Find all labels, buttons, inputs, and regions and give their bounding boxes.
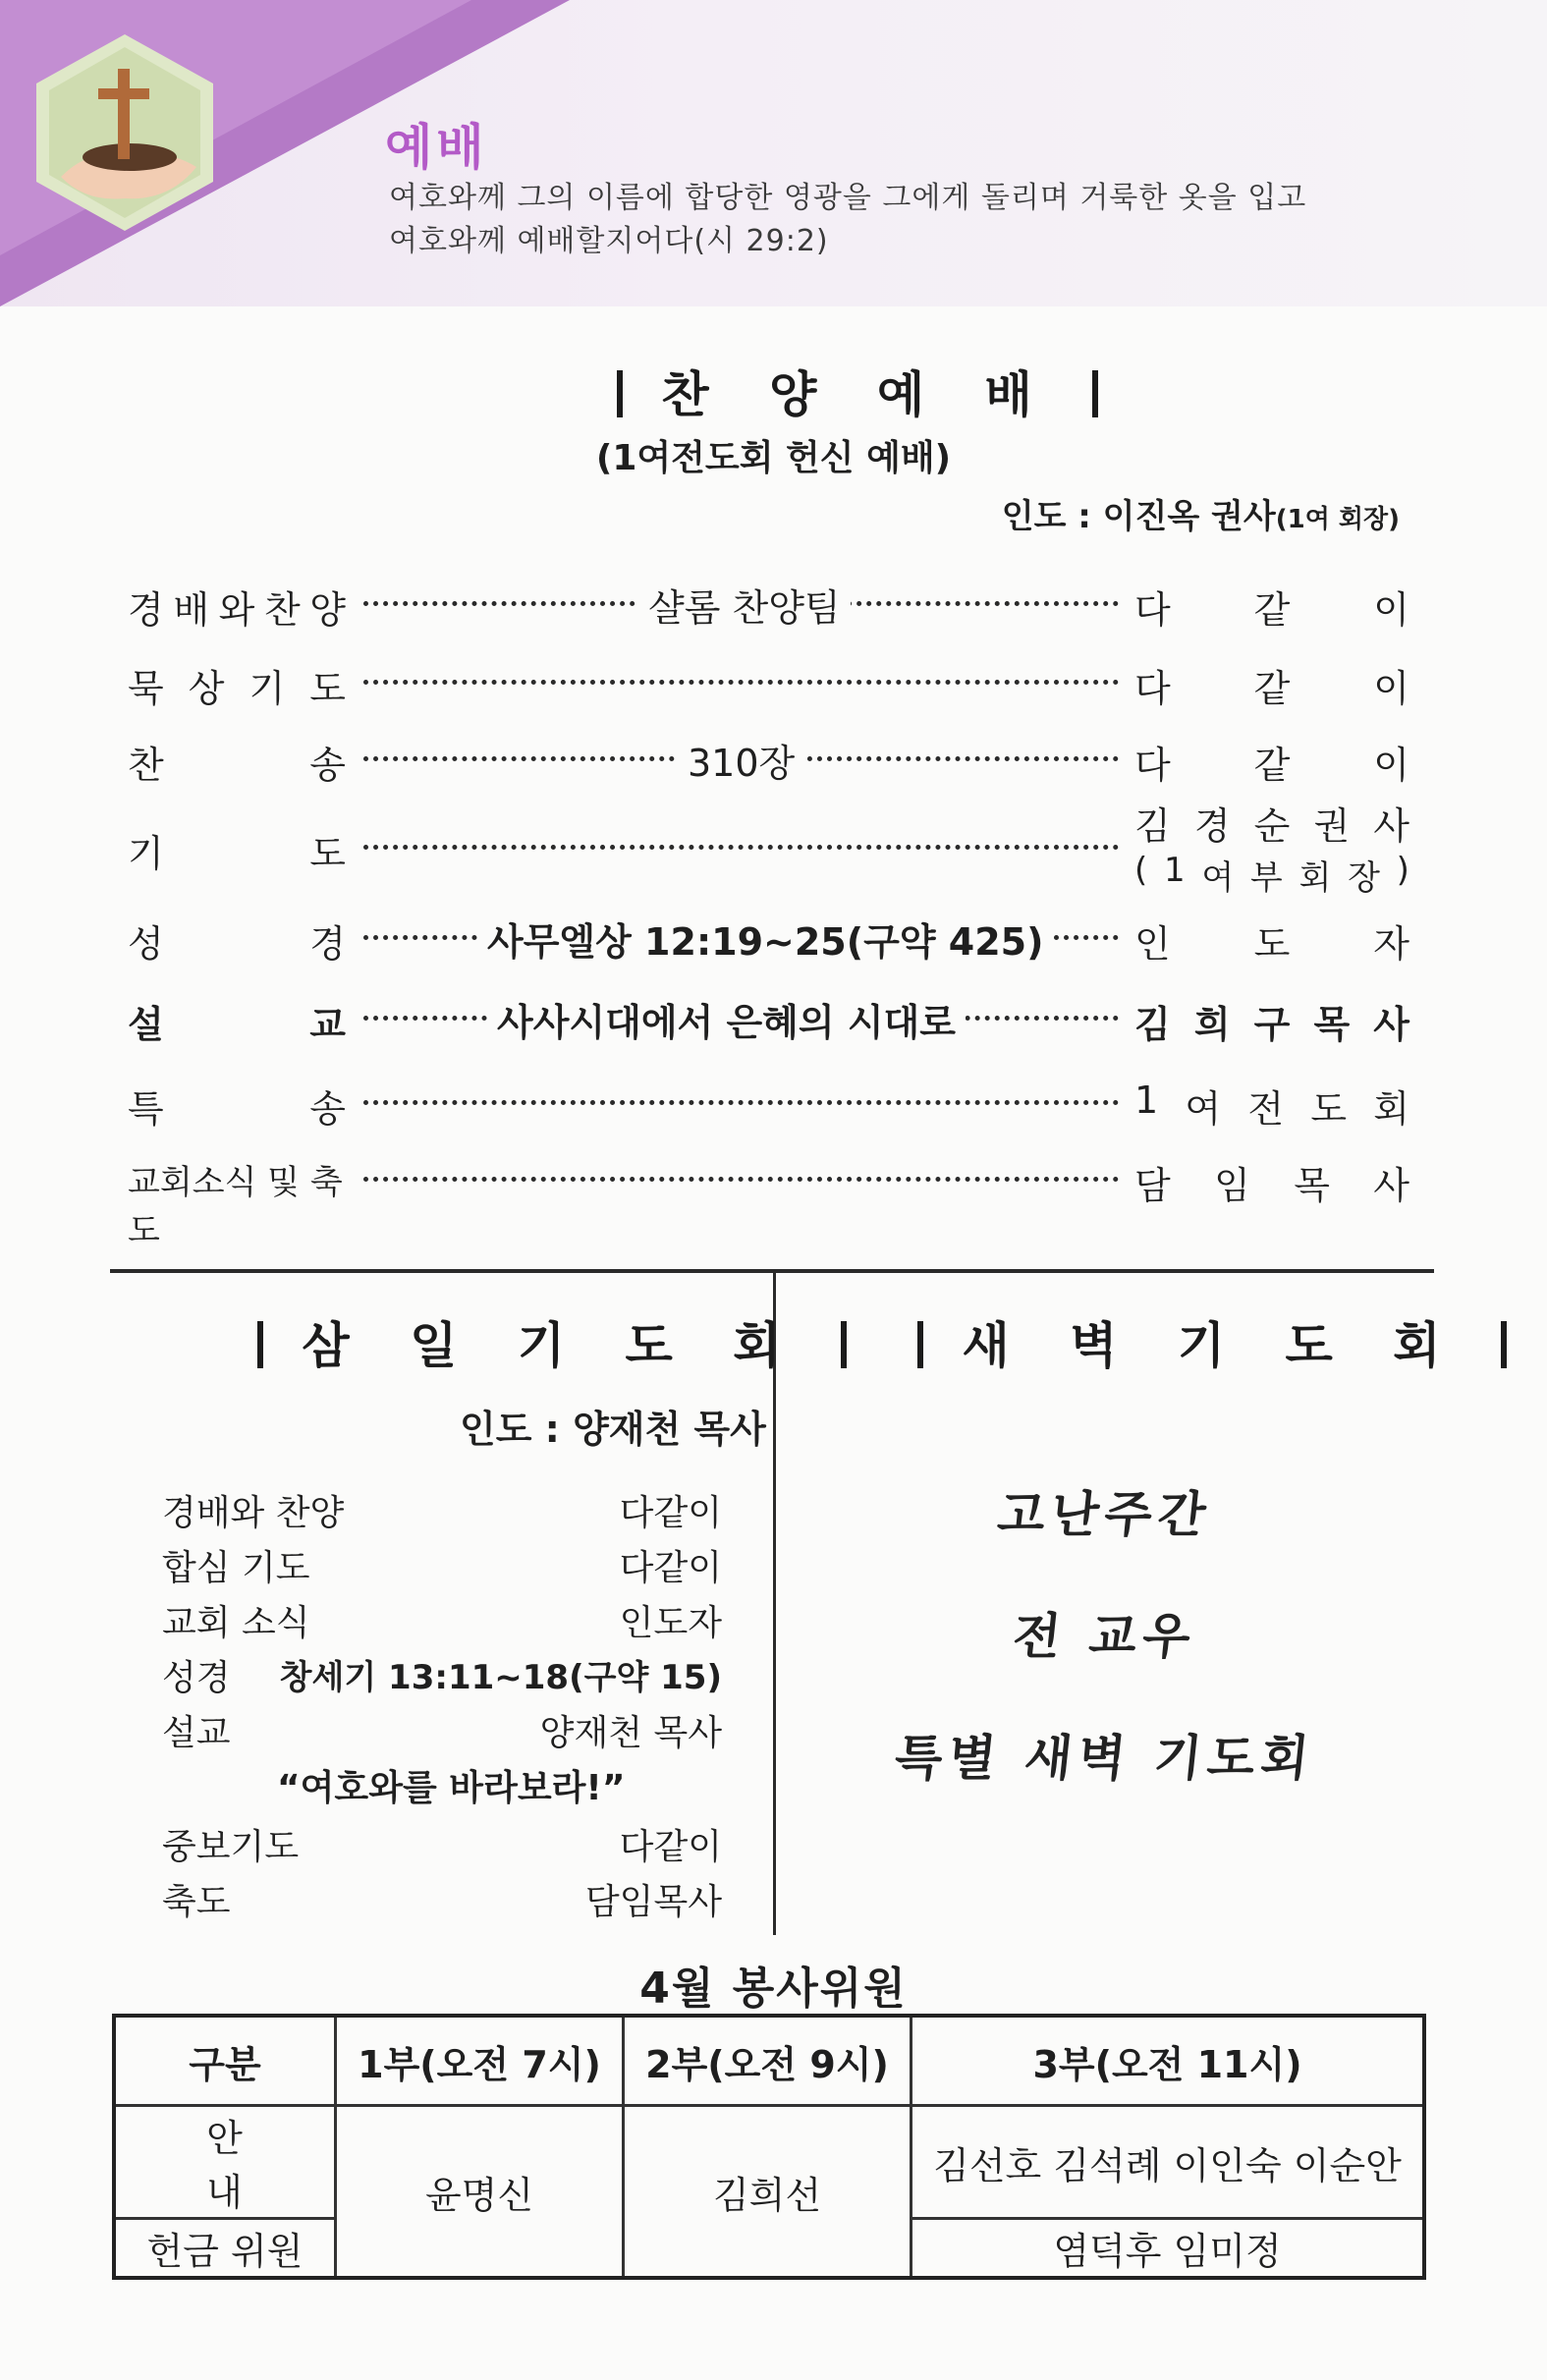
- title-bar-right: [1501, 1321, 1507, 1368]
- table-row: [114, 2106, 1424, 2219]
- order-label: [128, 913, 346, 968]
- wednesday-title-text: 삼 일 기 도 회: [302, 1317, 802, 1374]
- table-header-row: [114, 2016, 1424, 2106]
- title-bar-right: [1092, 370, 1098, 417]
- order-item: [128, 652, 1409, 710]
- order-label: [128, 1079, 346, 1133]
- row-label: 안내: [114, 2106, 336, 2219]
- title-bar-left: [257, 1321, 263, 1368]
- glyph: 같: [1253, 588, 1291, 632]
- glyph: 찬: [263, 588, 301, 632]
- dawn-title: [917, 1306, 1507, 1377]
- glyph: 배: [173, 588, 210, 632]
- praise-service-subtitle: (1여전도회 헌신 예배): [595, 438, 952, 478]
- servants-table: [112, 2014, 1426, 2280]
- order-label: [128, 823, 346, 877]
- glyph: 도: [1253, 922, 1291, 966]
- dawn-line-3: 특별 새벽 기도회: [892, 1730, 1318, 1787]
- glyph: 다: [1134, 588, 1171, 632]
- glyph: 상: [188, 667, 225, 710]
- header-verse: [389, 177, 1306, 263]
- order-item: [128, 1149, 1409, 1250]
- leader-note: (1여 회장): [1275, 505, 1400, 534]
- dawn-line-2: 전 교우: [1010, 1608, 1199, 1665]
- title-bar-left: [917, 1321, 923, 1368]
- wednesday-item: [162, 1874, 722, 1924]
- glyph: 권: [1313, 804, 1351, 848]
- glyph: 1: [1134, 1079, 1159, 1122]
- glyph: 이: [1373, 744, 1409, 787]
- glyph: 1: [1163, 851, 1186, 890]
- title-bar-left: [617, 370, 623, 417]
- glyph: 다: [1134, 667, 1171, 710]
- glyph: 같: [1253, 744, 1291, 787]
- item-person: 다같이: [619, 1493, 722, 1533]
- glyph: 부: [1249, 858, 1283, 898]
- glyph: 자: [1373, 922, 1409, 966]
- praise-service-title-text: 찬 양 예 배: [661, 366, 1054, 423]
- verse-line-2: 여호와께 예배할지어다(시 29:2): [389, 224, 829, 258]
- section-divider: [110, 1269, 1434, 1273]
- glyph: 목: [1294, 1164, 1330, 1207]
- glyph: 교: [309, 1003, 346, 1046]
- glyph: 회: [1373, 1087, 1409, 1131]
- glyph: 기: [128, 832, 164, 875]
- glyph: 희: [1193, 1003, 1231, 1046]
- wednesday-item: [162, 1485, 722, 1535]
- order-person: [1134, 1079, 1409, 1133]
- order-item: [128, 804, 1409, 898]
- wednesday-item: [162, 1595, 722, 1645]
- order-item: [128, 908, 1409, 966]
- order-person: [1134, 580, 1409, 634]
- glyph: 순: [1253, 804, 1291, 848]
- glyph: 묵: [128, 667, 164, 710]
- order-detail: 사사시대에서 은혜의 시대로: [487, 992, 966, 1046]
- item-label: 중보기도: [162, 1827, 300, 1867]
- glyph: 목: [1313, 1003, 1351, 1046]
- glyph: 담: [1134, 1164, 1171, 1207]
- glyph: 찬: [128, 744, 164, 787]
- servants-title: 4월 봉사위원: [639, 1964, 908, 2014]
- glyph: 도: [1310, 1087, 1348, 1131]
- glyph: 이: [1373, 588, 1409, 632]
- dot-leader: [363, 1100, 1119, 1105]
- header-cell: 1부(오전 7시): [336, 2016, 624, 2106]
- glyph: 경: [1193, 804, 1231, 848]
- header-cell: 구분: [114, 2016, 336, 2106]
- service3-cell: 김선호 김석례 이인숙 이순안: [912, 2106, 1425, 2219]
- dawn-line-1: 고난주간: [994, 1486, 1215, 1543]
- dot-leader: [363, 1177, 1119, 1182]
- glyph: 설: [128, 1003, 164, 1046]
- glyph: ): [1396, 851, 1409, 890]
- order-label: [128, 735, 346, 789]
- order-item: [128, 729, 1409, 787]
- item-person: 양재천 목사: [539, 1713, 722, 1753]
- item-label: 경배와 찬양: [162, 1493, 345, 1533]
- order-person-note: [1134, 851, 1409, 899]
- order-person: [1134, 913, 1409, 968]
- order-label: [128, 658, 346, 712]
- wednesday-item: [162, 1650, 722, 1700]
- glyph: 이: [1373, 667, 1409, 710]
- glyph: 김: [1134, 1003, 1171, 1046]
- item-label: 설교: [162, 1713, 231, 1753]
- wednesday-title: [257, 1306, 847, 1377]
- glyph: 구: [1253, 1003, 1291, 1046]
- leader-label: 인도 : 이진옥 권사: [1001, 497, 1276, 536]
- row-label: 헌금 위원: [114, 2219, 336, 2279]
- glyph: (: [1134, 851, 1148, 890]
- order-item: [128, 988, 1409, 1046]
- item-person: 인도자: [619, 1603, 722, 1643]
- order-detail: 310장: [678, 733, 804, 787]
- glyph: 여: [1185, 1087, 1222, 1131]
- glyph: 사: [1373, 804, 1409, 848]
- dot-leader: [363, 680, 1119, 685]
- item-label: 축도: [162, 1882, 231, 1922]
- praise-service-leader: [1002, 489, 1400, 537]
- glyph: 경: [309, 922, 346, 966]
- glyph: 장: [1348, 858, 1380, 898]
- order-detail: 샬롬 찬양팀: [638, 578, 851, 632]
- order-person: [1134, 1155, 1409, 1209]
- title-bar-right: [841, 1321, 847, 1368]
- order-item: [128, 574, 1409, 632]
- item-label: 교회 소식: [162, 1603, 310, 1643]
- glyph: 경: [128, 588, 164, 632]
- glyph: 다: [1134, 744, 1171, 787]
- order-label: [128, 994, 346, 1048]
- cross-in-hands-icon: [22, 29, 228, 236]
- glyph: 회: [1298, 858, 1332, 898]
- item-scripture: 창세기 13:11~18(구약 15): [279, 1658, 722, 1697]
- order-label: 교회소식 및 축도: [128, 1163, 343, 1250]
- verse-line-1: 여호와께 그의 이름에 합당한 영광을 그에게 돌리며 거룩한 옷을 입고: [389, 181, 1307, 215]
- item-person: 다같이: [619, 1827, 722, 1867]
- order-label: [128, 580, 346, 634]
- header-cell: 3부(오전 11시): [912, 2016, 1425, 2106]
- item-label: 합심 기도: [162, 1548, 310, 1588]
- item-person: 다같이: [619, 1548, 722, 1588]
- glyph: 사: [1373, 1164, 1409, 1207]
- item-person: 담임목사: [584, 1882, 722, 1922]
- glyph: 와: [218, 588, 255, 632]
- glyph: 같: [1253, 667, 1291, 710]
- dawn-title-text: 새 벽 기 도 회: [962, 1317, 1463, 1374]
- glyph: 인: [1134, 922, 1171, 966]
- service1-cell: 윤명신: [336, 2106, 624, 2279]
- glyph: 도: [309, 832, 346, 875]
- wednesday-item: [162, 1819, 722, 1869]
- glyph: 양: [309, 588, 346, 632]
- glyph: 임: [1214, 1164, 1250, 1207]
- glyph: 여: [1201, 858, 1235, 898]
- wednesday-item: [162, 1705, 722, 1755]
- glyph: 사: [1373, 1003, 1409, 1046]
- service3-cell: 염덕후 임미정: [912, 2219, 1425, 2279]
- glyph: 송: [309, 744, 346, 787]
- dot-leader: [363, 845, 1119, 850]
- header-banner: [0, 0, 1547, 306]
- praise-service-title: [617, 356, 1098, 426]
- order-item: [128, 1073, 1409, 1131]
- order-person: [1134, 994, 1409, 1048]
- wednesday-leader: 인도 : 양재천 목사: [460, 1408, 766, 1451]
- order-detail: 사무엘상 12:19~25(구약 425): [477, 912, 1053, 966]
- sermon-title: “여호와를 바라보라!”: [277, 1768, 626, 1808]
- order-person: [1134, 735, 1409, 789]
- order-person: [1134, 796, 1409, 850]
- order-person: [1134, 658, 1409, 712]
- wednesday-item: [162, 1540, 722, 1590]
- service2-cell: 김희선: [624, 2106, 912, 2279]
- glyph: 송: [309, 1087, 346, 1131]
- header-cell: 2부(오전 9시): [624, 2016, 912, 2106]
- glyph: 성: [128, 922, 164, 966]
- glyph: 특: [128, 1087, 164, 1131]
- glyph: 전: [1247, 1087, 1285, 1131]
- glyph: 기: [249, 667, 286, 710]
- item-label: 성경: [162, 1658, 231, 1698]
- glyph: 도: [309, 667, 346, 710]
- header-title: 예배: [385, 119, 488, 176]
- glyph: 김: [1134, 804, 1171, 848]
